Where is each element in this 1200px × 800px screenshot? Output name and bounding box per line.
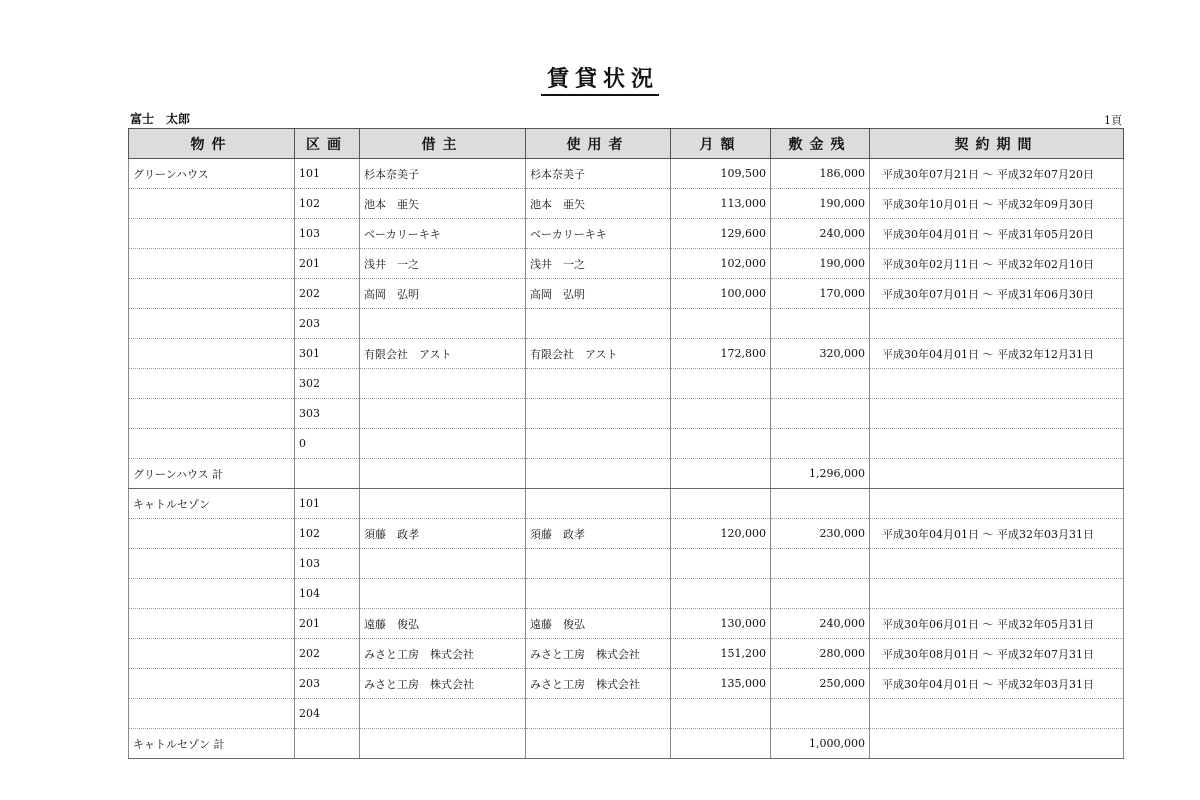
cell-rent: 102,000 <box>671 249 771 279</box>
table-row <box>129 609 1124 639</box>
table-row <box>129 249 1124 279</box>
cell-deposit: 1,000,000 <box>771 729 870 759</box>
cell-tenant: 遠藤 俊弘 <box>360 609 526 639</box>
cell-deposit <box>771 699 870 729</box>
cell-tenant <box>360 729 526 759</box>
cell-property <box>129 249 295 279</box>
cell-period <box>870 309 1124 339</box>
cell-deposit <box>771 399 870 429</box>
cell-rent: 109,500 <box>671 159 771 189</box>
cell-property <box>129 369 295 399</box>
cell-tenant: 池本 亜矢 <box>360 189 526 219</box>
cell-property <box>129 579 295 609</box>
cell-period <box>870 429 1124 459</box>
header-row <box>129 129 1124 159</box>
cell-user <box>526 579 671 609</box>
cell-user: 高岡 弘明 <box>526 279 671 309</box>
cell-tenant: 須藤 政孝 <box>360 519 526 549</box>
cell-unit: 201 <box>295 249 360 279</box>
cell-period <box>870 699 1124 729</box>
cell-rent: 135,000 <box>671 669 771 699</box>
cell-user: みさと工房 株式会社 <box>526 669 671 699</box>
page-number: 1頁 <box>1104 114 1122 127</box>
cell-deposit: 240,000 <box>771 609 870 639</box>
page-title-text: 賃貸状況 <box>541 66 659 96</box>
cell-rent <box>671 489 771 519</box>
cell-rent: 151,200 <box>671 639 771 669</box>
cell-unit: 202 <box>295 639 360 669</box>
table-row <box>129 549 1124 579</box>
cell-period: 平成30年04月01日 ～ 平成31年05月20日 <box>870 219 1124 249</box>
cell-rent <box>671 729 771 759</box>
cell-tenant <box>360 429 526 459</box>
cell-tenant <box>360 579 526 609</box>
header-rent: 月額 <box>671 129 771 159</box>
cell-unit: 203 <box>295 669 360 699</box>
cell-property: グリーンハウス 計 <box>129 459 295 489</box>
cell-rent: 113,000 <box>671 189 771 219</box>
cell-tenant: みさと工房 株式会社 <box>360 639 526 669</box>
cell-user: 杉本奈美子 <box>526 159 671 189</box>
header-deposit: 敷金残 <box>771 129 870 159</box>
cell-unit: 202 <box>295 279 360 309</box>
cell-rent <box>671 459 771 489</box>
cell-period: 平成30年10月01日 ～ 平成32年09月30日 <box>870 189 1124 219</box>
cell-unit: 102 <box>295 519 360 549</box>
cell-unit: 303 <box>295 399 360 429</box>
cell-period: 平成30年07月21日 ～ 平成32年07月20日 <box>870 159 1124 189</box>
cell-period <box>870 579 1124 609</box>
header-property: 物件 <box>129 129 295 159</box>
cell-deposit <box>771 489 870 519</box>
total-row <box>129 729 1124 759</box>
table-row <box>129 159 1124 189</box>
cell-property <box>129 219 295 249</box>
total-row <box>129 459 1124 489</box>
cell-user <box>526 699 671 729</box>
cell-tenant <box>360 399 526 429</box>
cell-deposit: 240,000 <box>771 219 870 249</box>
cell-unit: 201 <box>295 609 360 639</box>
cell-property <box>129 309 295 339</box>
cell-deposit: 280,000 <box>771 639 870 669</box>
table-row <box>129 489 1124 519</box>
cell-property: キャトルセゾン 計 <box>129 729 295 759</box>
cell-rent: 172,800 <box>671 339 771 369</box>
cell-tenant <box>360 699 526 729</box>
cell-unit: 0 <box>295 429 360 459</box>
cell-property <box>129 699 295 729</box>
cell-rent: 100,000 <box>671 279 771 309</box>
table-row <box>129 369 1124 399</box>
header-unit: 区画 <box>295 129 360 159</box>
cell-user: ベーカリーキキ <box>526 219 671 249</box>
cell-property <box>129 609 295 639</box>
cell-user <box>526 459 671 489</box>
cell-property <box>129 519 295 549</box>
cell-deposit <box>771 579 870 609</box>
cell-unit: 301 <box>295 339 360 369</box>
table-row <box>129 429 1124 459</box>
table-row <box>129 279 1124 309</box>
cell-period <box>870 549 1124 579</box>
cell-user <box>526 729 671 759</box>
cell-user <box>526 369 671 399</box>
cell-tenant <box>360 459 526 489</box>
cell-unit: 204 <box>295 699 360 729</box>
cell-user <box>526 549 671 579</box>
cell-user: 須藤 政孝 <box>526 519 671 549</box>
cell-user <box>526 489 671 519</box>
cell-property: グリーンハウス <box>129 159 295 189</box>
cell-rent <box>671 399 771 429</box>
table-body <box>129 159 1124 759</box>
cell-period: 平成30年06月01日 ～ 平成32年05月31日 <box>870 609 1124 639</box>
table-row <box>129 189 1124 219</box>
cell-unit <box>295 729 360 759</box>
header-user: 使用者 <box>526 129 671 159</box>
cell-period <box>870 729 1124 759</box>
page-title <box>0 62 1200 93</box>
cell-property <box>129 669 295 699</box>
table-row <box>129 399 1124 429</box>
cell-deposit: 186,000 <box>771 159 870 189</box>
cell-deposit: 230,000 <box>771 519 870 549</box>
cell-period: 平成30年04月01日 ～ 平成32年03月31日 <box>870 669 1124 699</box>
cell-rent <box>671 699 771 729</box>
cell-period <box>870 489 1124 519</box>
cell-period: 平成30年08月01日 ～ 平成32年07月31日 <box>870 639 1124 669</box>
header-tenant: 借主 <box>360 129 526 159</box>
cell-tenant <box>360 369 526 399</box>
cell-user: 有限会社 アスト <box>526 339 671 369</box>
table-row <box>129 519 1124 549</box>
cell-period: 平成30年04月01日 ～ 平成32年03月31日 <box>870 519 1124 549</box>
cell-tenant: みさと工房 株式会社 <box>360 669 526 699</box>
table-row <box>129 339 1124 369</box>
cell-deposit <box>771 309 870 339</box>
cell-deposit: 190,000 <box>771 189 870 219</box>
cell-rent <box>671 369 771 399</box>
table-row <box>129 639 1124 669</box>
cell-deposit: 320,000 <box>771 339 870 369</box>
cell-user <box>526 429 671 459</box>
cell-rent <box>671 429 771 459</box>
cell-rent <box>671 579 771 609</box>
cell-user <box>526 309 671 339</box>
cell-property <box>129 429 295 459</box>
cell-period <box>870 399 1124 429</box>
cell-user <box>526 399 671 429</box>
cell-property <box>129 189 295 219</box>
cell-deposit: 170,000 <box>771 279 870 309</box>
cell-user: 池本 亜矢 <box>526 189 671 219</box>
cell-unit: 103 <box>295 219 360 249</box>
cell-period: 平成30年04月01日 ～ 平成32年12月31日 <box>870 339 1124 369</box>
cell-unit <box>295 459 360 489</box>
cell-unit: 101 <box>295 489 360 519</box>
cell-deposit <box>771 549 870 579</box>
cell-deposit <box>771 429 870 459</box>
cell-deposit <box>771 369 870 399</box>
cell-tenant: 高岡 弘明 <box>360 279 526 309</box>
cell-unit: 104 <box>295 579 360 609</box>
cell-period <box>870 459 1124 489</box>
cell-unit: 302 <box>295 369 360 399</box>
cell-period <box>870 369 1124 399</box>
cell-unit: 203 <box>295 309 360 339</box>
table-row <box>129 669 1124 699</box>
table-row <box>129 309 1124 339</box>
header-period: 契約期間 <box>870 129 1124 159</box>
cell-tenant: 有限会社 アスト <box>360 339 526 369</box>
cell-tenant <box>360 309 526 339</box>
cell-rent: 129,600 <box>671 219 771 249</box>
cell-property <box>129 549 295 579</box>
table-row <box>129 219 1124 249</box>
cell-user: 遠藤 俊弘 <box>526 609 671 639</box>
cell-rent: 130,000 <box>671 609 771 639</box>
cell-tenant: 杉本奈美子 <box>360 159 526 189</box>
cell-property <box>129 399 295 429</box>
cell-property <box>129 339 295 369</box>
rental-status-table <box>128 128 1124 759</box>
cell-tenant: ベーカリーキキ <box>360 219 526 249</box>
cell-unit: 102 <box>295 189 360 219</box>
cell-rent <box>671 309 771 339</box>
cell-deposit: 1,296,000 <box>771 459 870 489</box>
cell-tenant <box>360 549 526 579</box>
cell-property <box>129 279 295 309</box>
cell-period: 平成30年02月11日 ～ 平成32年02月10日 <box>870 249 1124 279</box>
cell-period: 平成30年07月01日 ～ 平成31年06月30日 <box>870 279 1124 309</box>
cell-deposit: 250,000 <box>771 669 870 699</box>
cell-user: みさと工房 株式会社 <box>526 639 671 669</box>
cell-property <box>129 639 295 669</box>
table-row <box>129 579 1124 609</box>
cell-tenant <box>360 489 526 519</box>
cell-rent <box>671 549 771 579</box>
cell-unit: 103 <box>295 549 360 579</box>
cell-deposit: 190,000 <box>771 249 870 279</box>
cell-rent: 120,000 <box>671 519 771 549</box>
cell-tenant: 浅井 一之 <box>360 249 526 279</box>
table-row <box>129 699 1124 729</box>
cell-unit: 101 <box>295 159 360 189</box>
cell-user: 浅井 一之 <box>526 249 671 279</box>
owner-name: 富士 太郎 <box>130 112 191 126</box>
cell-property: キャトルセゾン <box>129 489 295 519</box>
